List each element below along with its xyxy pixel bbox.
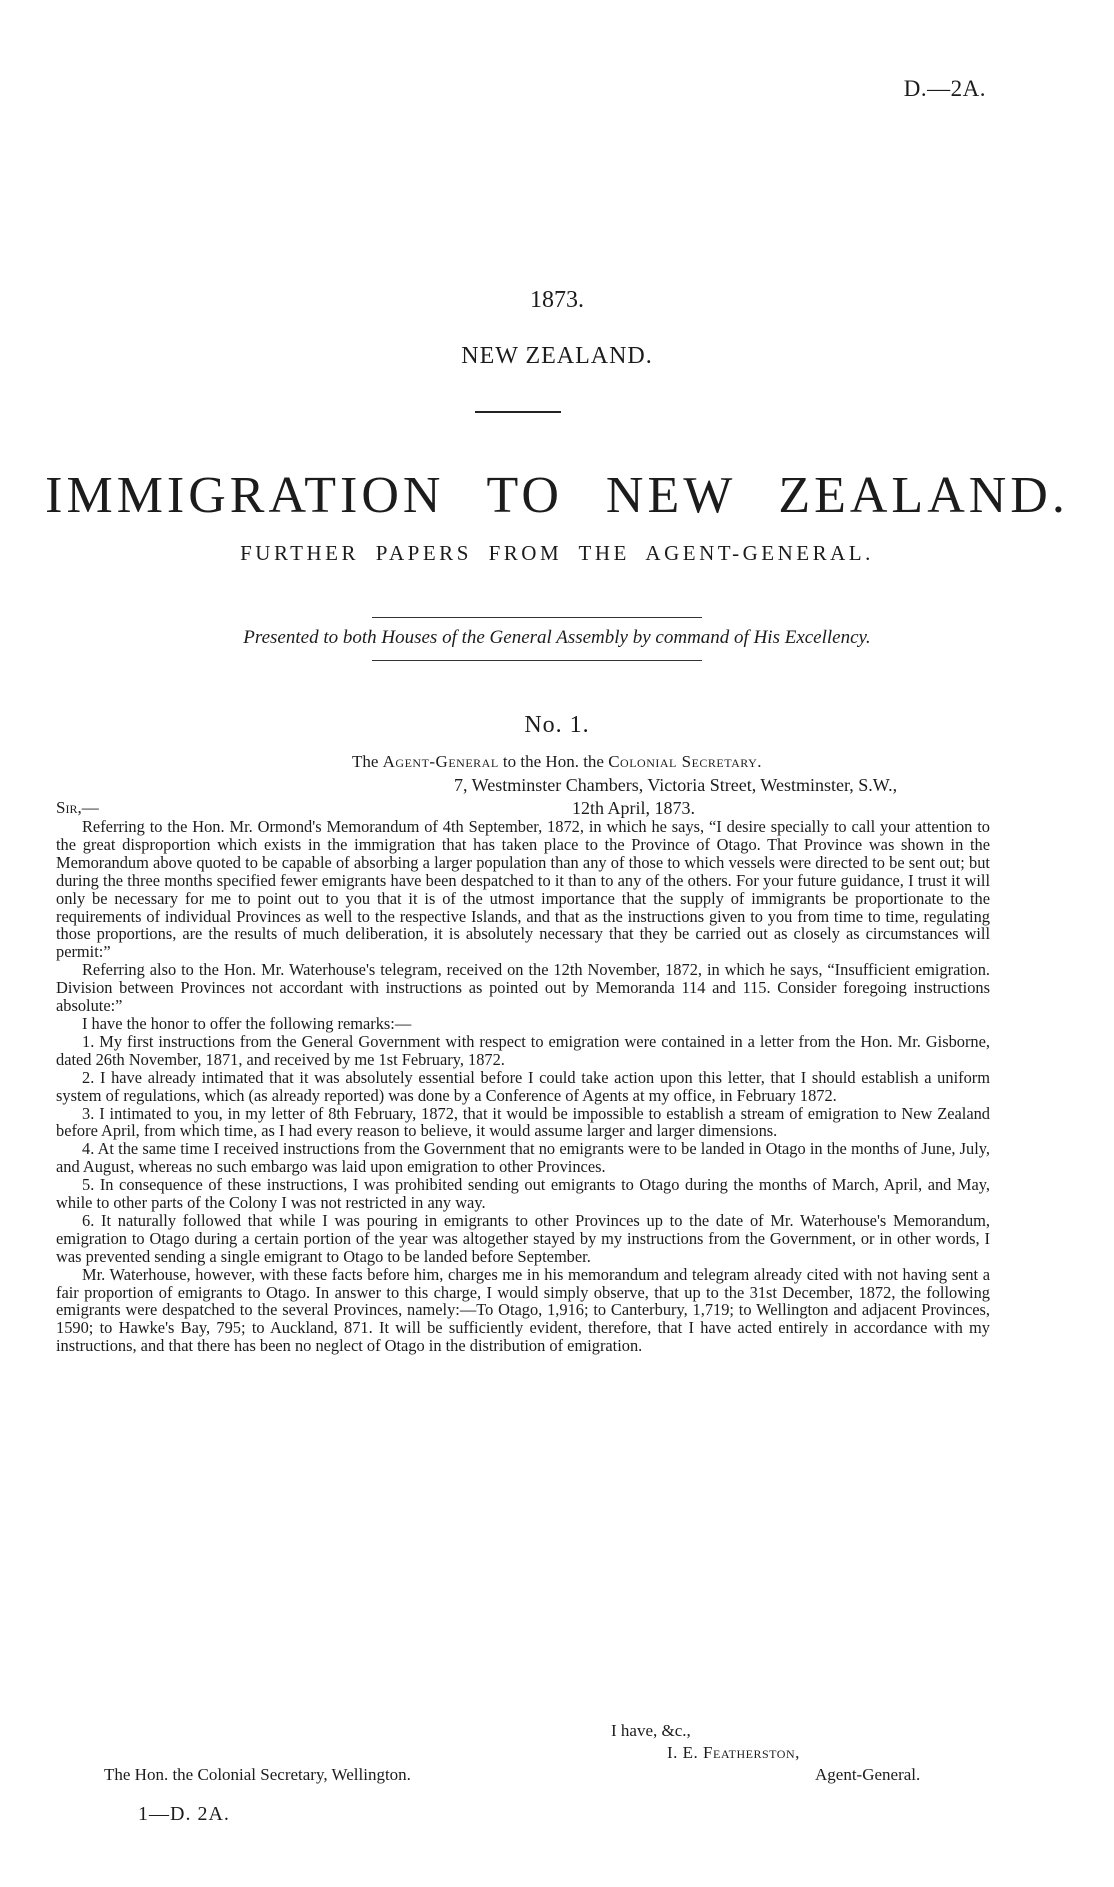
signature-title: Agent-General. [815, 1765, 921, 1784]
footer-reference: 1—D. 2A. [138, 1803, 230, 1825]
paragraph: 2. I have already intimated that it was absolutely essential before I could take action upon this letter, that I should establish a uniform system of regulations, which (as already reported) was done by a Conference of Agents at my office, in February 1872. [56, 1067, 990, 1105]
page-subtitle: FURTHER PAPERS FROM THE AGENT-GENERAL. [240, 541, 874, 565]
paragraph: Referring to the Hon. Mr. Ormond's Memorandum of 4th September, 1872, in which he says, “I desire specially to call your attention to the great disproportion which exists in the immigration that has taken place to the Province of Otago. That Province was shown in the Memorandum above quoted to be capable of absorbing a larger population than any of those to which vessels were directed to be sent out; but during the three months specified fewer emigrants have been despatched to it than to any of the others. For your future guidance, I trust it will only be necessary for me to point out to you that it is of the utmost importance that the supply of immigrants be proportionate to the requirements of individual Provinces as well to the respective Islands, and that as the instructions given to you from time to time, regulating those proportions, are the results of much deliberation, it is absolutely necessary that they be carried out as closely as circumstances will permit:” [56, 817, 990, 962]
paragraph: Referring also to the Hon. Mr. Waterhouse's telegram, received on the 12th November, 1872, in which he says, “Insufficient emigration. Division between Provinces not accordant with instructions as pointed out by Memoranda 114 and 115. Consider foregoing instructions absolute:” [56, 960, 990, 1016]
letter-body [56, 818, 990, 1355]
addressee: The Hon. the Colonial Secretary, Wellington. [104, 1765, 411, 1784]
paragraph: Mr. Waterhouse, however, with these facts before him, charges me in his memorandum and telegram already cited with not having sent a fair proportion of emigrants to Otago. In answer to this charge, I would simply observe, that up to the 31st December, 1872, the following emigrants were despatched to the several Provinces, namely:—To Otago, 1,916; to Canterbury, 1,719; to Wellington and adjacent Provinces, 1590; to Hawke's Bay, 795; to Auckland, 871. It will be sufficiently evident, therefore, that I have acted entirely in accordance with my instructions, and that there has been no neglect of Otago in the distribution of emigration. [56, 1264, 990, 1356]
document-reference: D.—2A. [903, 76, 986, 101]
year-heading: 1873. [530, 287, 584, 313]
presentation-note: Presented to both Houses of the General Assembly by command of His Excellency. [243, 627, 871, 648]
page-title: IMMIGRATION TO NEW ZEALAND. [45, 467, 1069, 524]
letter-sender: Agent-General [382, 752, 499, 771]
paragraph: 4. At the same time I received instructions from the Government that no emigrants were to be landed in Otago in the months of June, July, and August, whereas no such embargo was laid upon emigration to other Provinces. [56, 1139, 990, 1177]
from-to-middle: to the Hon. the [498, 752, 609, 771]
letter-number: No. 1. [524, 712, 590, 738]
paragraph: 6. It naturally followed that while I was pouring in emigrants to other Provinces up to the date of Mr. Waterhouse's Memorandum, emigration to Otago during a certain portion of the year was altogether stayed by my instructions from the Government, or in other words, I was prevented sending a single emigrant to Otago to be landed before September. [56, 1210, 990, 1266]
divider [372, 617, 702, 618]
country-heading: NEW ZEALAND. [461, 343, 653, 369]
salutation: Sir,— [56, 798, 99, 817]
sender-address: 7, Westminster Chambers, Victoria Street, Westminster, S.W., [454, 775, 898, 795]
paragraph: 5. In consequence of these instructions, I was prohibited sending out emigrants to Otago during the months of March, April, and May, while to other parts of the Colony I was not restricted in any way. [56, 1175, 990, 1213]
divider [475, 411, 561, 413]
letter-from-to [0, 752, 1114, 772]
paragraph: I have the honor to offer the following remarks:— [82, 1013, 412, 1033]
letter-recipient: Colonial Secretary. [608, 752, 763, 771]
paragraph: 3. I intimated to you, in my letter of 8th February, 1872, that it would be impossible to establish a stream of emigration to New Zealand before April, from which time, as I had every reason to believe, it would assume larger and larger dimensions. [56, 1103, 990, 1141]
divider [372, 660, 702, 661]
signature: I. E. Featherston, [667, 1743, 800, 1762]
letter-date: 12th April, 1873. [572, 798, 696, 818]
letter-closing: I have, &c., [611, 1721, 691, 1740]
paragraph: 1. My first instructions from the General Government with respect to emigration were contained in a letter from the Hon. Mr. Gisborne, dated 26th November, 1871, and received by me 1st February, 1872. [56, 1031, 990, 1069]
from-to-prefix: The [351, 752, 383, 771]
